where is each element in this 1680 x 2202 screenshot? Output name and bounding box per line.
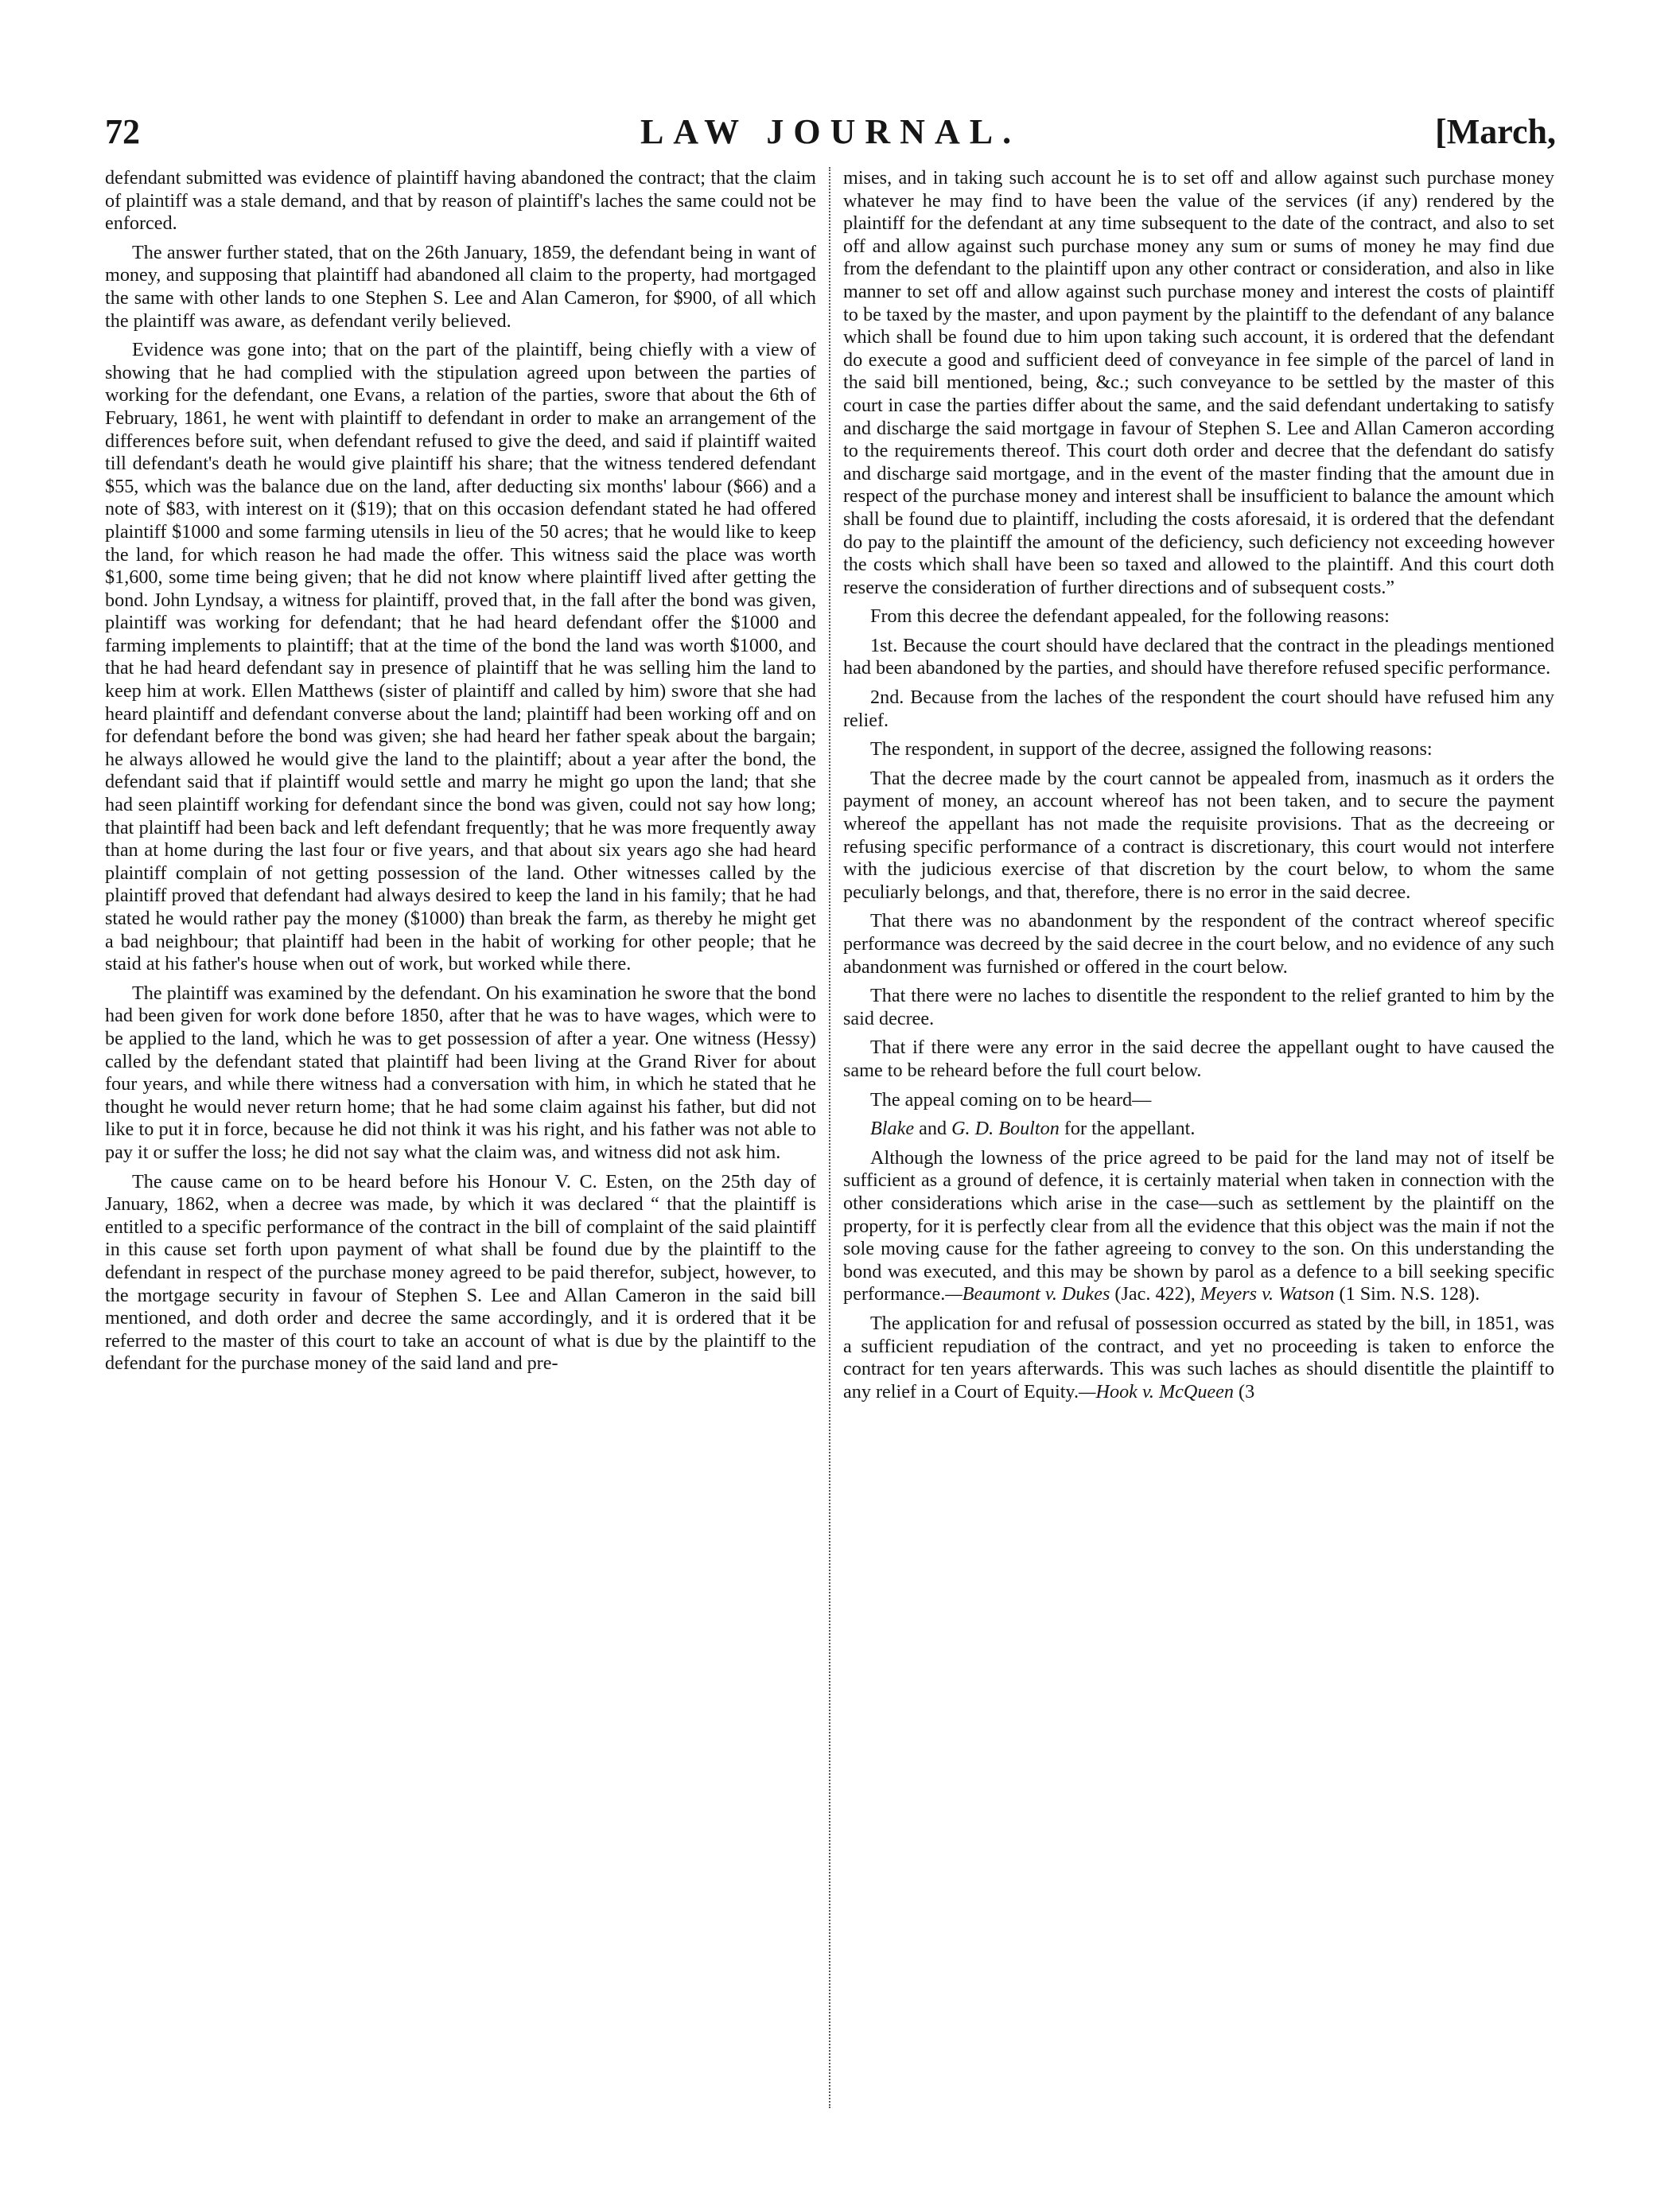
page-number: 72	[105, 112, 140, 151]
running-header	[105, 111, 1556, 159]
journal-title: LAW JOURNAL.	[640, 112, 1021, 151]
citation-reference: (3	[1234, 1380, 1255, 1403]
paragraph: 1st. Because the court should have declared that the contract in the pleadings mentioned had been abandoned by the parties, and should have therefore refused specific performance.	[843, 634, 1554, 679]
paragraph: defendant submitted was evidence of plaintiff having abandoned the contract; that the claim of plaintiff was a stale demand, and that by reason of plaintiff's laches the same could not be enforced.	[105, 167, 816, 235]
left-column	[105, 167, 816, 2108]
case-citation: Meyers v. Watson	[1200, 1283, 1335, 1305]
paragraph: The cause came on to be heard before his Honour V. C. Esten, on the 25th day of January, 1862, when a decree was made, by which it was declared “ that the plaintiff is entitled to a specific performance of the contract in the bill of complaint of the said plaintiff in this cause set forth upon payment of what shall be found due by the plaintiff to the defendant in respect of the purchase money agreed to be paid therefor, subject, however, to the mortgage security in favour of Stephen S. Lee and Allan Cameron in the said bill mentioned, and doth order and decree the same accordingly, and it is ordered that it be referred to the master of this court to take an account of what is due by the plaintiff to the defendant for the purchase money of the said land and pre-	[105, 1170, 816, 1375]
counsel-name: G. D. Boulton	[951, 1118, 1060, 1140]
paragraph: The respondent, in support of the decree, assigned the following reasons:	[870, 738, 1433, 761]
paragraph: 2nd. Because from the laches of the respondent the court should have refused him any relief.	[843, 687, 1554, 731]
paragraph: That there was no abandonment by the respondent of the contract whereof specific performance was decreed by the said decree in the court below, and no evidence of any such abandonment was furnished or offered in the court below.	[843, 910, 1554, 978]
column-divider	[829, 167, 830, 2108]
counsel-line	[843, 1118, 1554, 1141]
paragraph	[843, 1313, 1554, 1403]
paragraph: That the decree made by the court cannot be appealed from, inasmuch as it orders the payment of money, an account whereof has not been taken, and to secure the payment whereof the appellant has not made the requisite provisions. That as the decreeing or refusing specific performance of a contract is discretionary, this court would not interfere with the judicious exercise of that discretion by the court below, to whom the same peculiarly belongs, and that, therefore, there is no error in the said decree.	[843, 767, 1554, 903]
case-citation: —Beaumont v. Dukes	[945, 1283, 1110, 1305]
month-heading: [March,	[1435, 112, 1556, 151]
case-citation: —Hook v. McQueen	[1079, 1380, 1234, 1403]
paragraph: Evidence was gone into; that on the part of the plaintiff, being chiefly with a view of showing that he had complied with the stipulation agreed upon between the parties of working for the defendant, one Evans, a relation of the parties, swore that about the 6th of February, 1861, he went with plaintiff to defendant in order to make an arrangement of the differences before suit, when defendant refused to give the deed, and said if plaintiff waited till defendant's death he would give plaintiff his share; that the witness tendered defendant $55, which was the balance due on the land, after deducting six months' labour ($66) and a note of $83, with interest on it ($19); that on this occasion defendant stated he had offered plaintiff $1000 and some farming utensils in lieu of the 50 acres; that he would like to keep the land, for which reason he had made the offer. This witness said the place was worth $1,600, some time being given; that he did not know where plaintiff lived after getting the bond. John Lyndsay, a witness for plaintiff, proved that, in the fall after the bond was given, plaintiff was working for defendant; that he had heard defendant offer the $1000 and farming implements to plaintiff; that at the time of the bond the land was worth $1000, and that he had heard defendant say in presence of plaintiff that he was selling him the land to keep him at work. Ellen Matthews (sister of plaintiff and called by him) swore that she had heard plaintiff and defendant converse about the land; plaintiff had been working off and on for defendant before the bond was given; she had heard her father speak about the bargain; he always allowed he would give the land to the plaintiff; about a year after the bond, the defendant said that if plaintiff would settle and marry he might go upon the land; that she had seen plaintiff working for defendant since the bond was given, could not say how long; that plaintiff had been back and left defendant frequently; that he was more frequently away than at home during the last four or five years, and that about six years ago she had heard plaintiff complain of not getting possession of the land. Other witnesses called by the plaintiff proved that defendant had always desired to keep the land in his family; that he had stated he would rather pay the money ($1000) than break the farm, as thereby he might get a bad neighbour; that plaintiff had been in the habit of working for other people; that he staid at his father's house when out of work, but worked while there.	[105, 339, 816, 975]
paragraph	[843, 1147, 1554, 1306]
counsel-name: Blake	[870, 1118, 915, 1140]
paragraph: From this decree the defendant appealed, for the following reasons:	[870, 605, 1390, 628]
paragraph: That if there were any error in the said decree the appellant ought to have caused the same to be reheard before the full court below.	[843, 1037, 1554, 1081]
paragraph: The appeal coming on to be heard—	[870, 1088, 1152, 1111]
paragraph: mises, and in taking such account he is to set off and allow against such purchase money whatever he may find to have been the value of the services (if any) rendered by the plaintiff for the defendant at any time subsequent to the date of the contract, and also to set off and allow against such purchase money any sum or sums of money he may find due from the defendant to the plaintiff upon any other contract or consideration, and also in like manner to set off and allow against such purchase money and interest the costs of plaintiff to be taxed by the master, and upon payment by the plaintiff to the defendant of any balance which shall be found due to him upon taking such account, it is ordered that the defendant do execute a good and sufficient deed of conveyance in fee simple of the parcel of land in the said bill mentioned, being, &c.; such conveyance to be settled by the master of this court in case the parties differ about the same, and the said defendant undertaking to satisfy and discharge the said mortgage in favour of Stephen S. Lee and Allan Cameron according to the requirements thereof. This court doth order and decree that the defendant do satisfy and discharge said mortgage, and in the event of the master finding that the amount due in respect of the purchase money and interest shall be insufficient to balance the amount which shall be found due to plaintiff, including the costs aforesaid, it is ordered that the defendant do pay to the plaintiff the amount of the deficiency, such deficiency not exceeding however the costs which shall have been so taxed and allowed to the plaintiff. And this court doth reserve the consideration of further directions and of subsequent costs.”	[843, 167, 1554, 598]
citation-reference: (Jac. 422),	[1110, 1283, 1200, 1305]
counsel-conjunction: and	[914, 1118, 952, 1140]
citation-reference: (1 Sim. N.S. 128).	[1334, 1283, 1480, 1305]
counsel-role: for the appellant.	[1059, 1118, 1196, 1140]
paragraph-text: The application for and refusal of possession occurred as stated by the bill, in 1851, was a sufficient repudiation of the contract, and yet no proceeding is taken to enforce the contract for ten years afterwards. This was such laches as should disentitle the plaintiff to any relief in a Court of Equity.	[843, 1312, 1554, 1403]
paragraph-text: Although the lowness of the price agreed to be paid for the land may not of itself be sufficient as a ground of defence, it is certainly material when taken in connection with the other considerations which arise in the case—such as settlement by the plaintiff on the property, for it is perfectly clear from all the evidence that this object was the main if not the sole moving cause for the father agreeing to convey to the son. On this understanding the bond was executed, and this may be shown by parol as a defence to a bill seeking specific performance.	[843, 1146, 1554, 1305]
paragraph: The answer further stated, that on the 26th January, 1859, the defendant being in want of money, and supposing that plaintiff had abandoned all claim to the property, had mortgaged the same with other lands to one Stephen S. Lee and Alan Cameron, for $900, of all which the plaintiff was aware, as defendant verily believed.	[105, 241, 816, 332]
right-column	[843, 167, 1554, 2108]
paragraph: That there were no laches to disentitle the respondent to the relief granted to him by the said decree.	[843, 985, 1554, 1029]
paragraph: The plaintiff was examined by the defendant. On his examination he swore that the bond had been given for work done before 1850, after that he was to have wages, which were to be applied to the land, which he was to get possession of after a year. One witness (Hessy) called by the defendant stated that plaintiff had been living at the Grand River for about four years, and while there witness had a conversation with him, in which he stated that he thought he would never return home; that he had some claim against his father, but did not like to put it in force, because he did not think it was his right, and his father was not able to pay it or suffer the loss; he did not say what the claim was, and witness did not ask him.	[105, 982, 816, 1163]
